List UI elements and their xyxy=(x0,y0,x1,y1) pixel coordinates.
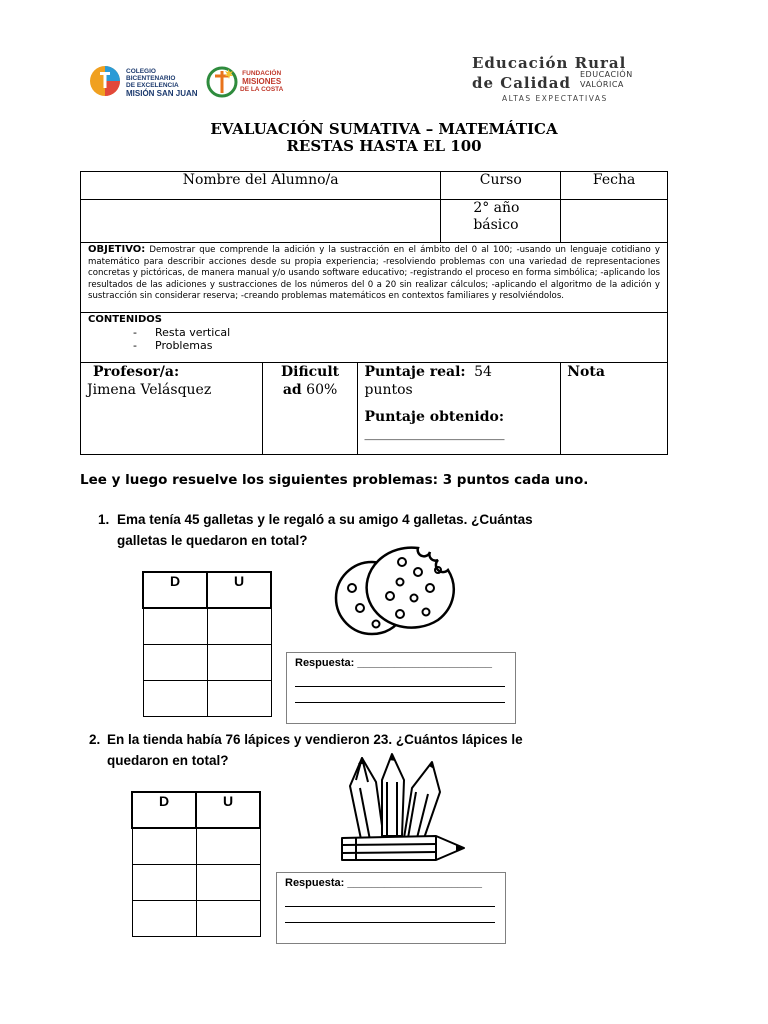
units-column-header: U xyxy=(196,792,260,828)
grade-cell[interactable] xyxy=(561,363,668,455)
contents-label: CONTENIDOS xyxy=(88,314,162,325)
score-obtained-field[interactable]: ____________________ xyxy=(364,425,505,441)
logo-line: de Calidad xyxy=(472,74,572,92)
tens-cell[interactable] xyxy=(143,681,207,717)
units-cell[interactable] xyxy=(207,645,271,681)
tens-cell[interactable] xyxy=(143,645,207,681)
contents-item: - Problemas xyxy=(133,339,213,352)
tens-cell[interactable] xyxy=(132,865,196,901)
objective-cell xyxy=(81,243,668,313)
logo-line: MISIONES xyxy=(242,77,282,86)
contents-item-text: Problemas xyxy=(155,339,213,352)
logo-line: DE LA COSTA xyxy=(240,86,284,93)
student-name-header: Nombre del Alumno/a xyxy=(81,172,441,200)
units-cell[interactable] xyxy=(207,608,271,645)
student-name-field[interactable] xyxy=(81,200,441,243)
info-table xyxy=(80,171,668,455)
logo-line: FUNDACIÓN xyxy=(242,70,282,77)
logo-line: DE EXCELENCIA xyxy=(126,82,179,89)
school-logo xyxy=(88,64,288,100)
problem-1-place-value-table xyxy=(142,571,272,717)
score-real-label: Puntaje real: xyxy=(364,364,466,380)
units-cell[interactable] xyxy=(196,901,260,937)
course-value xyxy=(441,200,561,243)
score-cell xyxy=(358,363,561,455)
answer-line xyxy=(285,922,495,923)
difficulty-value: 60% xyxy=(306,382,338,398)
date-header: Fecha xyxy=(561,172,668,200)
page-title: EVALUACIÓN SUMATIVA – MATEMÁTICA xyxy=(210,120,558,138)
logo-line: EDUCACIÓN xyxy=(580,70,633,79)
logo-line: BICENTENARIO xyxy=(126,75,176,82)
objective-label: OBJETIVO: xyxy=(88,244,146,255)
problem-2-text-line2: quedaron en total? xyxy=(107,753,229,768)
answer-line xyxy=(295,702,505,703)
teacher-cell xyxy=(81,363,263,455)
cookies-illustration xyxy=(330,540,460,645)
teacher-label: Profesor/a: xyxy=(93,364,180,380)
problem-1-text-line2: galletas le quedaron en total? xyxy=(117,533,308,548)
rural-education-logo xyxy=(472,54,662,106)
objective-text: Demostrar que comprende la adición y la sustracción en el ámbito del 0 al 100; -usando un lenguaje cotidiano y matemático para describir acciones desde su propia experiencia; -resolviendo problemas con una variedad de representaciones concretas y pictóricas, de manera manual y/o usando software educativo; -registrando el proceso en forma simbólica; -aplicando los resultados de las adiciones y sustracciones de los números del 0 a 20 sin realizar cálculos; -aplicando el algoritmo de la adición y sustracción sin considerar reserva; -creando problemas matemáticos en contextos familiares y resolviéndolos. xyxy=(88,245,660,301)
problem-2-place-value-table xyxy=(131,791,261,937)
problem-1-answer-box[interactable] xyxy=(286,652,516,724)
logo-line: Educación Rural xyxy=(472,54,627,72)
answer-label: Respuesta: ______________________ xyxy=(285,877,482,889)
difficulty-label: Dificult xyxy=(280,364,340,380)
grade-label: Nota xyxy=(567,364,605,380)
page-subtitle: RESTAS HASTA EL 100 xyxy=(286,137,482,155)
tens-column-header: D xyxy=(132,792,196,828)
foundation-emblem-icon xyxy=(206,66,240,98)
problem-2-number: 2. xyxy=(89,732,101,747)
problem-1-number: 1. xyxy=(98,512,110,527)
problem-2-text-line1: En la tienda había 76 lápices y vendieron 23. ¿Cuántos lápices le xyxy=(107,732,523,747)
school-emblem-icon xyxy=(88,64,124,98)
pencils-illustration xyxy=(336,752,470,864)
instructions: Lee y luego resuelve los siguientes problemas: 3 puntos cada uno. xyxy=(80,472,589,488)
units-cell[interactable] xyxy=(207,681,271,717)
units-cell[interactable] xyxy=(196,865,260,901)
answer-label: Respuesta: ______________________ xyxy=(295,657,492,669)
course-value-line: básico xyxy=(473,217,519,233)
course-value-line: 2° año xyxy=(473,200,520,216)
teacher-name: Jimena Velásquez xyxy=(87,382,212,398)
tens-cell[interactable] xyxy=(132,901,196,937)
units-column-header: U xyxy=(207,572,271,608)
difficulty-cell xyxy=(262,363,358,455)
logo-side-text xyxy=(580,70,633,90)
course-header: Curso xyxy=(441,172,561,200)
score-obtained-label: Puntaje obtenido: xyxy=(364,409,505,425)
contents-item: - Resta vertical xyxy=(133,326,231,339)
problem-2-answer-box[interactable] xyxy=(276,872,506,944)
logo-line: MISIÓN SAN JUAN xyxy=(126,89,198,98)
logo-tagline: ALTAS EXPECTATIVAS xyxy=(502,94,608,103)
tens-column-header: D xyxy=(143,572,207,608)
tens-cell[interactable] xyxy=(132,828,196,865)
logo-line: VALÓRICA xyxy=(580,80,624,89)
difficulty-label: ad xyxy=(282,382,302,398)
score-real-unit: puntos xyxy=(364,382,413,398)
school-logo-text xyxy=(126,68,198,98)
date-field[interactable] xyxy=(561,200,668,243)
logo-line: COLEGIO xyxy=(126,68,156,75)
units-cell[interactable] xyxy=(196,828,260,865)
answer-line xyxy=(295,686,505,687)
tens-cell[interactable] xyxy=(143,608,207,645)
foundation-logo-text xyxy=(240,70,283,93)
contents-cell xyxy=(81,313,668,363)
answer-line xyxy=(285,906,495,907)
contents-item-text: Resta vertical xyxy=(155,326,231,339)
score-real-value: 54 xyxy=(474,364,492,380)
problem-1-text-line1: Ema tenía 45 galletas y le regaló a su amigo 4 galletas. ¿Cuántas xyxy=(117,512,533,527)
